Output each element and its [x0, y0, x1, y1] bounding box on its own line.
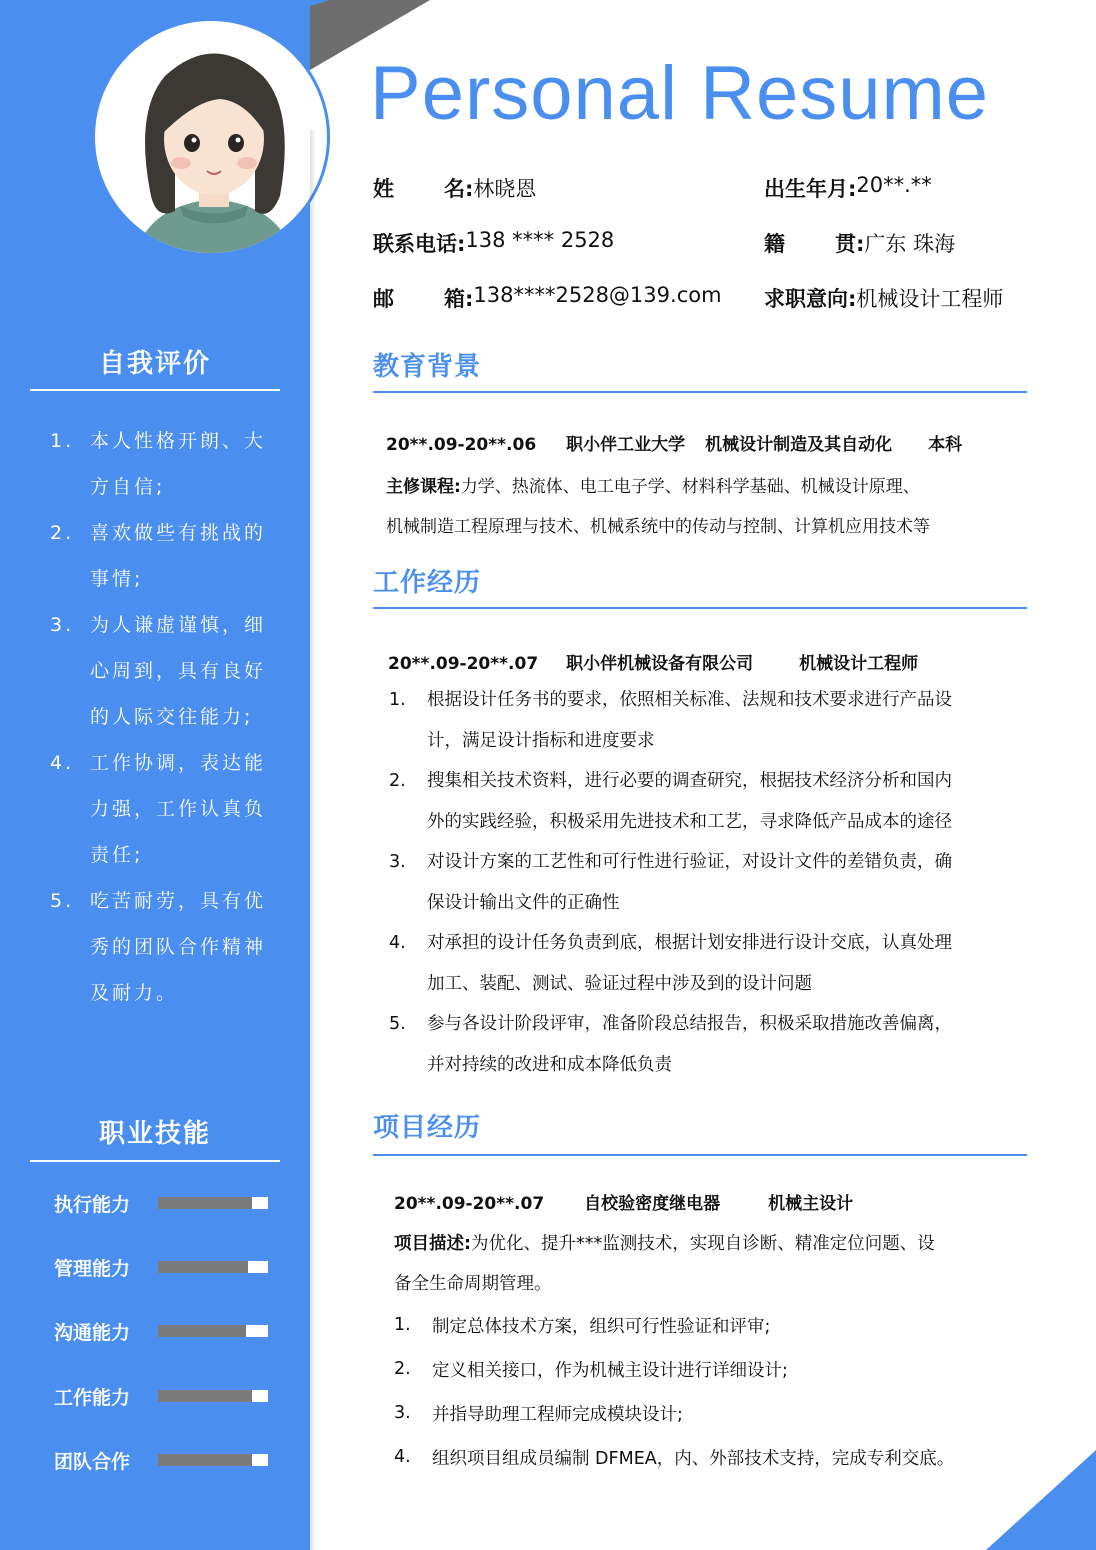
avatar-illustration-icon [95, 21, 330, 256]
work-title: 工作经历 [373, 568, 482, 598]
project-header: 20**.09-20**.07 自校验密度继电器 机械主设计 [394, 1194, 854, 1214]
list-item: 5. 参与各设计阶段评审，准备阶段总结报告，积极采取措施改善偏离， 并对持续的改进和成本降低负责 [389, 1014, 952, 1075]
skill-bar [158, 1390, 268, 1402]
sidebar [0, 0, 310, 1550]
info-intent: 求职意向: 机械设计工程师 [764, 283, 1003, 313]
skill-bar [158, 1325, 268, 1337]
education-rule [373, 391, 1027, 393]
email-value: 138****2528@139.com [473, 283, 722, 307]
info-email: 邮 箱: 138****2528@139.com [373, 283, 722, 311]
list-item: 3. 并指导助理工程师完成模块设计; [394, 1403, 683, 1425]
skills-title: 职业技能 [98, 1119, 211, 1149]
skill-bar-fill [158, 1390, 252, 1402]
skill-name: 团队合作 [54, 1450, 131, 1473]
list-item: 2. 喜欢做些有挑战的事情; [50, 522, 267, 590]
education-courses-cont: 机械制造工程原理与技术、机械系统中的传动与控制、计算机应用技术等 [386, 517, 930, 537]
skill-name: 管理能力 [54, 1257, 131, 1280]
list-item: 4. 工作协调，表达能力强，工作认真负责任; [50, 752, 267, 866]
list-item: 4. 对承担的设计任务负责到底，根据计划安排进行设计交底，认真处理 加工、装配、测试、验证过程中涉及到的设计问题 [389, 933, 952, 994]
list-item: 5. 吃苦耐劳，具有优秀的团队合作精神及耐力。 [50, 890, 267, 1004]
list-item: 3. 对设计方案的工艺性和可行性进行验证，对设计文件的差错负责，确 保设计输出文件的正确性 [389, 852, 952, 913]
name-value: 林晓恩 [473, 177, 537, 201]
list-item: 3. 为人谦虚谨慎，细心周到，具有良好的人际交往能力; [50, 614, 267, 728]
info-name: 姓 名: 林晓恩 [373, 173, 536, 203]
project-desc-cont: 备全生命周期管理。 [394, 1274, 552, 1294]
skill-bar-fill [158, 1325, 246, 1337]
skill-bar-fill [158, 1261, 248, 1273]
list-item: 1. 制定总体技术方案，组织可行性验证和评审; [394, 1315, 771, 1337]
project-rule [373, 1154, 1027, 1156]
education-courses: 主修课程:力学、热流体、电工电子学、材料科学基础、机械设计原理、 [386, 477, 920, 497]
skill-row [54, 1252, 269, 1282]
skill-name: 执行能力 [54, 1193, 131, 1216]
skill-row [54, 1188, 269, 1218]
birth-value: 20**.** [856, 173, 932, 197]
avatar [92, 18, 330, 256]
skill-name: 沟通能力 [54, 1321, 131, 1344]
page-title: Personal Resume [370, 51, 990, 136]
self-eval-title: 自我评价 [98, 349, 211, 379]
info-native: 籍 贯: 广东 珠海 [764, 228, 955, 258]
skill-bar [158, 1197, 268, 1209]
self-eval-rule [30, 389, 280, 391]
list-item: 4. 组织项目组成员编制 DFMEA，内、外部技术支持，完成专利交底。 [394, 1447, 955, 1469]
project-title: 项目经历 [373, 1113, 482, 1143]
skill-bar-fill [158, 1197, 252, 1209]
work-rule [373, 607, 1027, 609]
info-birth: 出生年月: 20**.** [764, 173, 932, 201]
info-phone: 联系电话: 138 **** 2528 [373, 228, 615, 256]
work-header: 20**.09-20**.07 职小伴机械设备有限公司 机械设计工程师 [388, 654, 919, 674]
native-value: 广东 珠海 [864, 232, 956, 256]
skill-bar [158, 1454, 268, 1466]
phone-value: 138 **** 2528 [465, 228, 615, 252]
education-header: 20**.09-20**.06 职小伴工业大学 机械设计制造及其自动化 本科 [386, 435, 963, 455]
skill-row [54, 1316, 269, 1346]
skill-bar-fill [158, 1454, 252, 1466]
self-eval-list [50, 418, 280, 1016]
skill-bar [158, 1261, 268, 1273]
work-duty-list [389, 680, 1029, 1085]
project-task-list [394, 1303, 1034, 1479]
skill-row [54, 1445, 269, 1475]
education-title: 教育背景 [373, 352, 482, 382]
skill-name: 工作能力 [54, 1386, 131, 1409]
list-item: 2. 搜集相关技术资料，进行必要的调查研究，根据技术经济分析和国内 外的实践经验，积极采用先进技术和工艺，寻求降低产品成本的途径 [389, 771, 952, 832]
intent-value: 机械设计工程师 [856, 287, 1004, 311]
list-item: 2. 定义相关接口，作为机械主设计进行详细设计; [394, 1359, 788, 1381]
skill-row [54, 1381, 269, 1411]
project-desc: 项目描述:为优化、提升***监测技术，实现自诊断、精准定位问题、设 [394, 1234, 935, 1254]
list-item: 1. 本人性格开朗、大方自信; [50, 430, 267, 498]
skills-rule [30, 1160, 280, 1162]
list-item: 1. 根据设计任务书的要求，依照相关标准、法规和技术要求进行产品设 计，满足设计指标和进度要求 [389, 690, 952, 751]
